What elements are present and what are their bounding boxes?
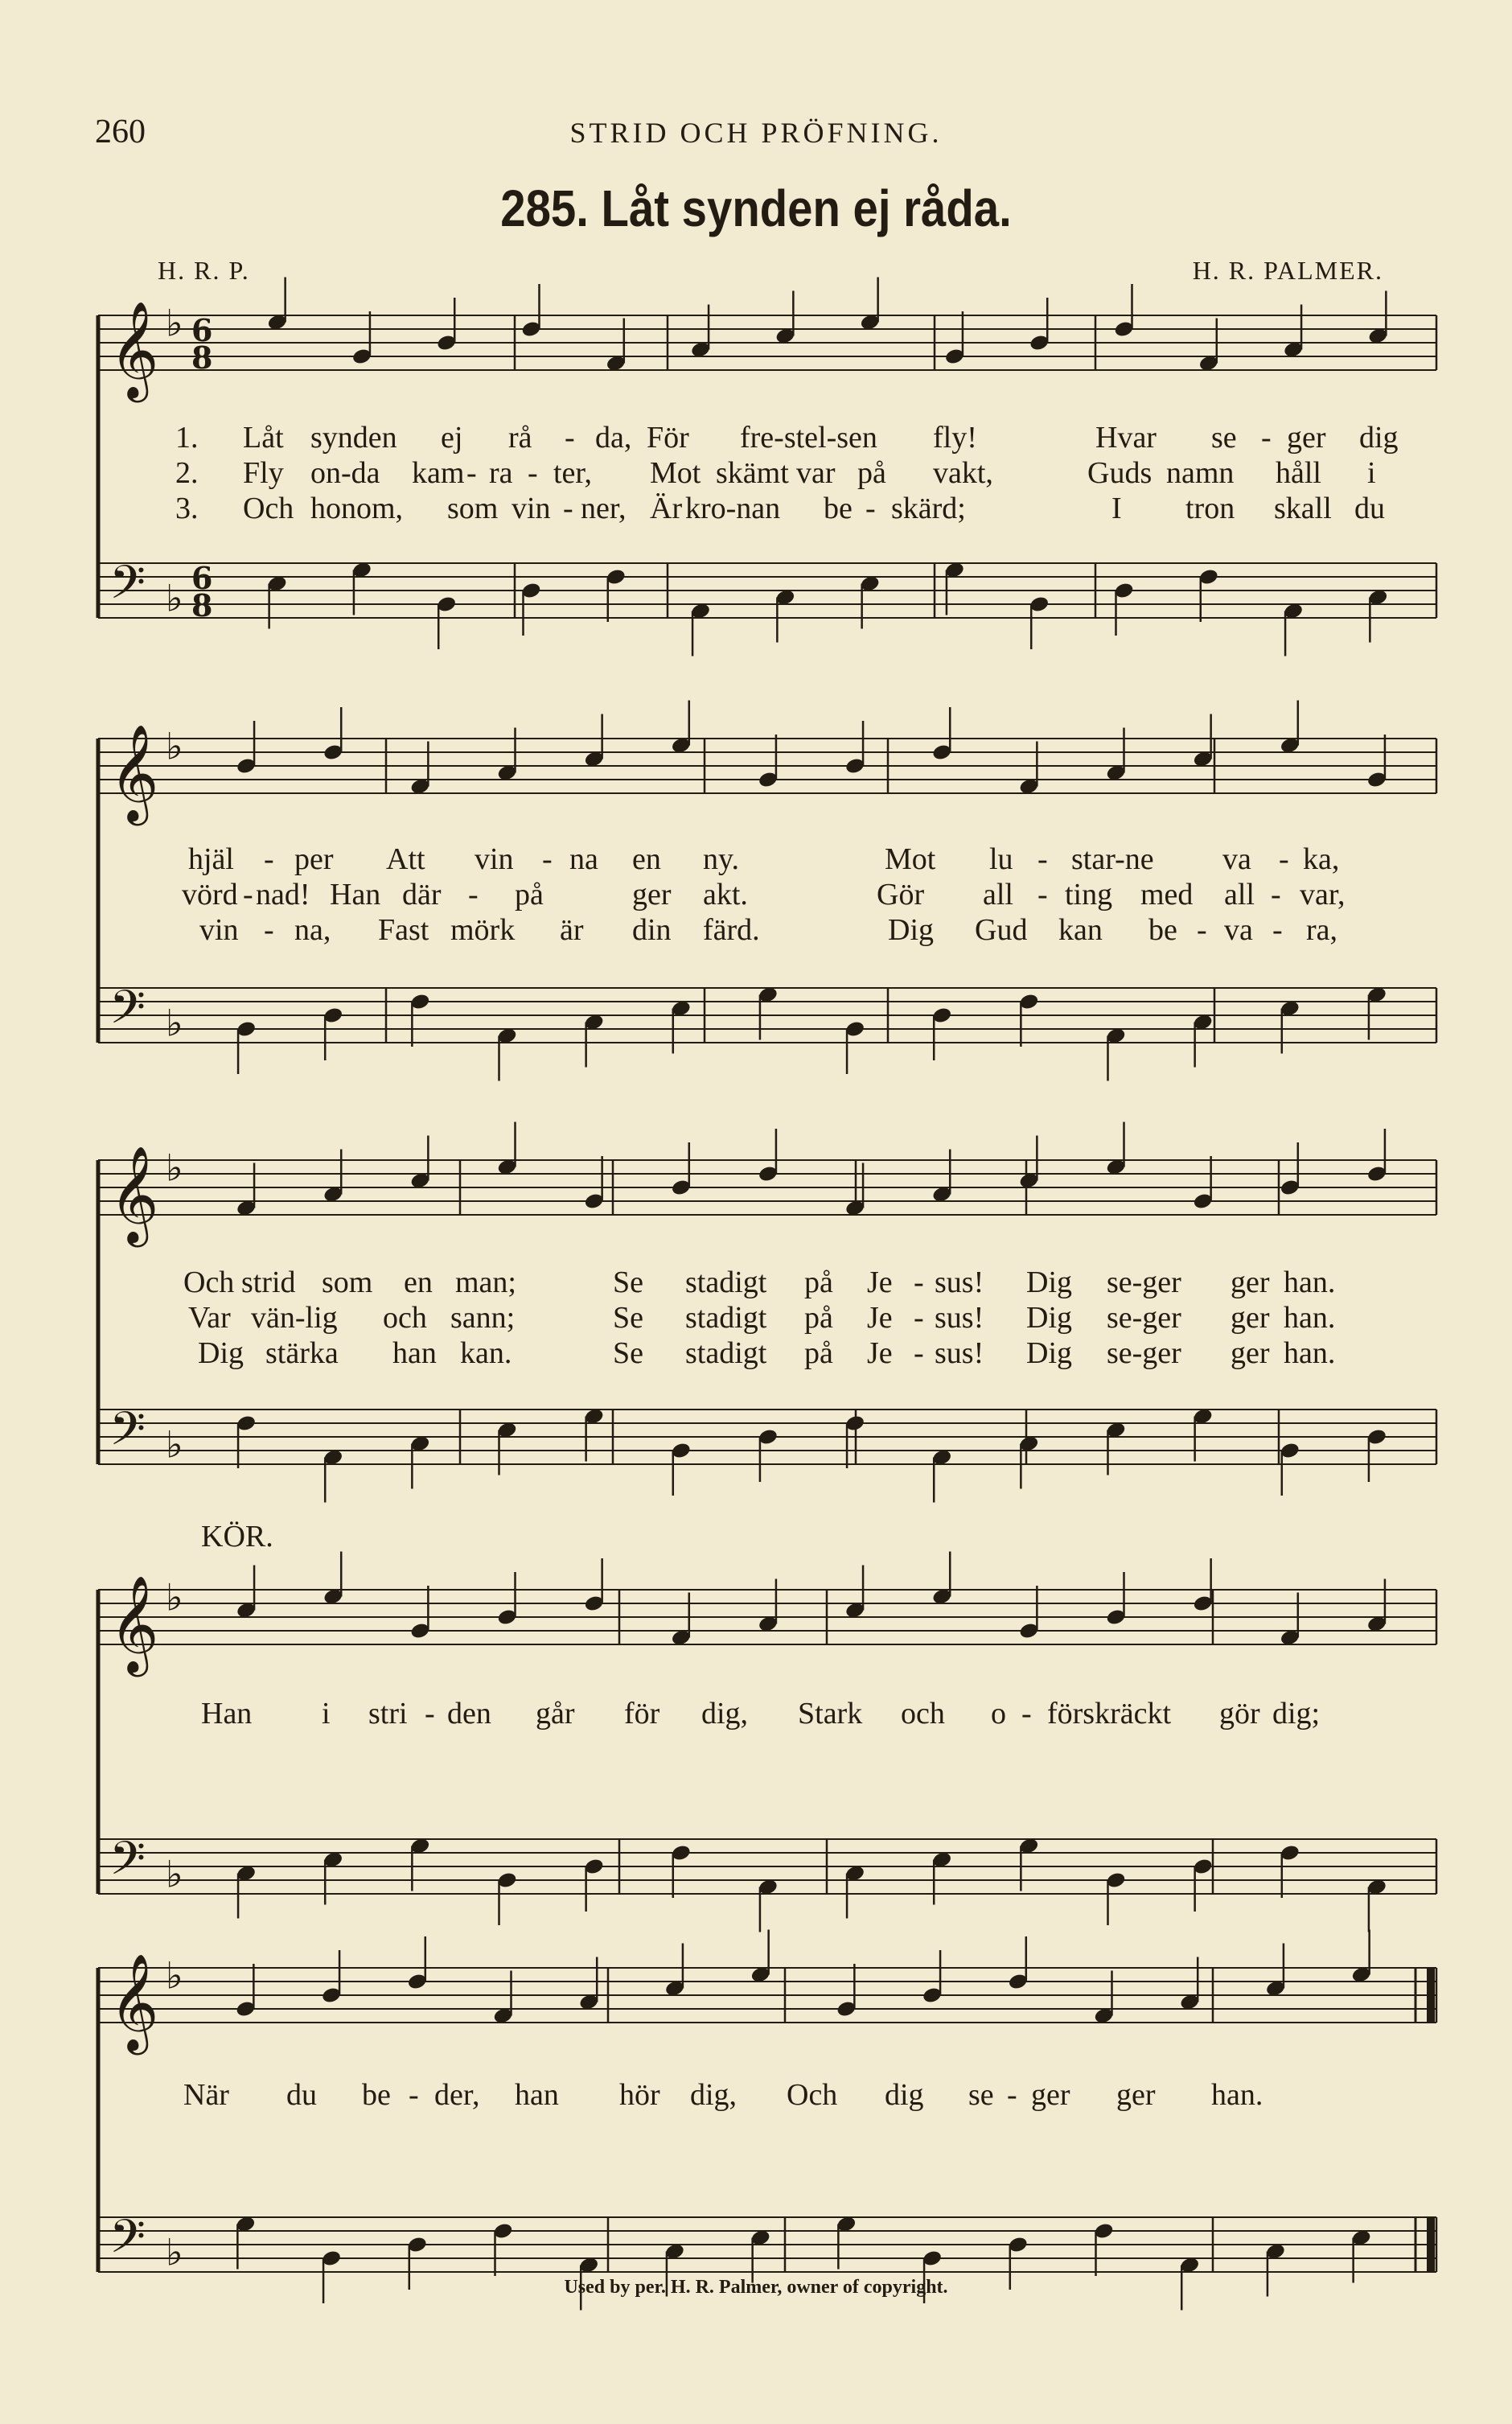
syllable: gör xyxy=(1219,1697,1260,1731)
syllable: all xyxy=(983,878,1013,912)
final-barline xyxy=(1427,2217,1435,2272)
syllable: är xyxy=(560,913,584,947)
syllable: vin xyxy=(199,913,239,947)
syllable: sus! xyxy=(935,1336,984,1370)
syllable: en xyxy=(632,842,661,876)
syllable: går xyxy=(536,1697,575,1731)
syllable: - xyxy=(1197,913,1207,947)
syllable: man; xyxy=(455,1266,516,1299)
lyric-line xyxy=(0,420,1512,455)
syllable: mörk xyxy=(450,913,516,947)
syllable: - xyxy=(542,842,553,876)
syllable: o xyxy=(991,1697,1006,1731)
treble-clef: 𝄞 xyxy=(109,1574,159,1673)
bass-clef: 𝄢 xyxy=(109,1401,146,1467)
syllable: vin xyxy=(512,492,551,525)
syllable: dig; xyxy=(1272,1697,1321,1731)
lyric-line xyxy=(0,2077,1512,2113)
syllable: der, xyxy=(434,2078,480,2112)
syllable: Dig xyxy=(1026,1266,1072,1299)
syllable: Je xyxy=(867,1301,893,1335)
syllable: din xyxy=(632,913,672,947)
syllable: han. xyxy=(1284,1266,1336,1299)
verse-number: 2. xyxy=(175,456,199,490)
treble-clef: 𝄞 xyxy=(109,300,159,398)
treble-clef: 𝄞 xyxy=(109,1953,159,2051)
syllable: akt. xyxy=(703,878,748,912)
syllable: stadigt xyxy=(685,1266,767,1299)
syllable: per xyxy=(294,842,334,876)
syllable: kro-nan xyxy=(685,492,781,525)
author-words: H. R. P. xyxy=(158,256,250,285)
syllable: - xyxy=(528,456,538,490)
syllable: se xyxy=(1211,421,1237,455)
lyric-line xyxy=(0,912,1512,948)
time-signature-bottom: 8 xyxy=(191,340,213,376)
syllable: Stark xyxy=(798,1697,863,1731)
syllable: ger xyxy=(1031,2078,1070,2112)
key-flat: ♭ xyxy=(166,1953,183,1998)
hymn-title: 285. Låt synden ej råda. xyxy=(500,179,1012,237)
time-signature-top: 6 xyxy=(191,560,213,596)
running-head: STRID OCH PRÖFNING. xyxy=(569,117,943,149)
key-flat: ♭ xyxy=(166,1001,183,1045)
syllable: Och xyxy=(787,2078,838,2112)
key-flat: ♭ xyxy=(166,2230,183,2274)
syllable: där xyxy=(402,878,442,912)
syllable: Gör xyxy=(877,878,925,912)
syllable: förskräckt xyxy=(1047,1697,1172,1731)
syllable: Var xyxy=(188,1301,231,1335)
syllable: stadigt xyxy=(685,1301,767,1335)
treble-clef: 𝄞 xyxy=(109,723,159,821)
syllable: lu xyxy=(989,842,1013,876)
syllable: För xyxy=(647,421,689,455)
syllable: namn xyxy=(1166,456,1235,490)
syllable: på xyxy=(515,878,544,912)
syllable: han. xyxy=(1211,2078,1263,2112)
syllable: dig xyxy=(1359,421,1399,455)
author-music: H. R. PALMER. xyxy=(1192,256,1383,285)
syllable: Är xyxy=(650,492,683,525)
syllable: on-da xyxy=(310,456,380,490)
syllable: kan. xyxy=(460,1336,512,1370)
syllable: var, xyxy=(1300,878,1346,912)
syllable: vin xyxy=(475,842,514,876)
syllable: Låt xyxy=(243,421,284,455)
syllable: - xyxy=(409,2078,419,2112)
syllable: se xyxy=(968,2078,994,2112)
syllable: Fast xyxy=(378,913,429,947)
syllable: skämt xyxy=(716,456,789,490)
lyric-line xyxy=(0,1696,1512,1731)
syllable: på xyxy=(804,1301,833,1335)
syllable: - xyxy=(264,913,274,947)
syllable: Se xyxy=(613,1336,643,1370)
syllable: - xyxy=(1271,878,1281,912)
syllable: ger xyxy=(632,878,672,912)
syllable: I xyxy=(1111,492,1122,525)
syllable: ger xyxy=(1231,1336,1270,1370)
lyric-line xyxy=(0,491,1512,526)
syllable: vörd xyxy=(182,878,238,912)
syllable: stadigt xyxy=(685,1336,767,1370)
syllable: ger xyxy=(1287,421,1326,455)
syllable: rå xyxy=(508,421,532,455)
key-flat: ♭ xyxy=(166,1575,183,1619)
syllable: Hvar xyxy=(1095,421,1157,455)
syllable: ej xyxy=(441,421,463,455)
syllable: Dig xyxy=(1026,1336,1072,1370)
syllable: Guds xyxy=(1087,456,1152,490)
syllable: ter, xyxy=(553,456,593,490)
syllable: va xyxy=(1224,913,1253,947)
syllable: - xyxy=(466,456,477,490)
syllable: hjäl xyxy=(188,842,234,876)
syllable: Han xyxy=(201,1697,253,1731)
syllable: ra, xyxy=(1306,913,1338,947)
syllable: sann; xyxy=(450,1301,516,1335)
page-number: 260 xyxy=(95,113,146,150)
syllable: - xyxy=(1272,913,1283,947)
time-signature-bottom: 8 xyxy=(191,587,213,623)
syllable: dig xyxy=(885,2078,924,2112)
syllable: Je xyxy=(867,1266,893,1299)
syllable: - xyxy=(1037,842,1048,876)
final-barline xyxy=(1427,1968,1435,2023)
syllable: den xyxy=(447,1697,491,1731)
syllable: Dig xyxy=(1026,1301,1072,1335)
syllable: på xyxy=(804,1336,833,1370)
syllable: som xyxy=(322,1266,373,1299)
syllable: sus! xyxy=(935,1301,984,1335)
syllable: i xyxy=(322,1697,331,1731)
syllable: som xyxy=(447,492,499,525)
syllable: färd. xyxy=(703,913,760,947)
bass-clef: 𝄢 xyxy=(109,980,146,1046)
syllable: och xyxy=(383,1301,427,1335)
key-flat: ♭ xyxy=(166,1422,183,1467)
syllable: stärka xyxy=(265,1336,339,1370)
syllable: be xyxy=(1148,913,1177,947)
syllable: se-ger xyxy=(1107,1266,1181,1299)
syllable: ger xyxy=(1231,1301,1270,1335)
lyric-line xyxy=(0,877,1512,912)
syllable: tron xyxy=(1185,492,1235,525)
key-flat: ♭ xyxy=(166,724,183,768)
syllable: - xyxy=(1261,421,1272,455)
time-signature-top: 6 xyxy=(191,312,213,348)
syllable: - xyxy=(468,878,479,912)
syllable: ka, xyxy=(1303,842,1340,876)
syllable: na xyxy=(569,842,598,876)
bass-clef: 𝄢 xyxy=(109,2209,146,2275)
syllable: - xyxy=(865,492,876,525)
copyright-notice: Used by per. H. R. Palmer, owner of copyright. xyxy=(564,2277,948,2298)
syllable: - xyxy=(243,878,253,912)
key-flat: ♭ xyxy=(166,1852,183,1896)
syllable: da, xyxy=(595,421,632,455)
syllable: - xyxy=(914,1301,924,1335)
syllable: Och xyxy=(243,492,294,525)
syllable: Mot xyxy=(885,842,936,876)
syllable: - xyxy=(1007,2078,1017,2112)
syllable: du xyxy=(1354,492,1385,525)
lyric-line xyxy=(0,1300,1512,1335)
syllable: vän-lig xyxy=(251,1301,338,1335)
syllable: hör xyxy=(619,2078,660,2112)
syllable: skall xyxy=(1274,492,1332,525)
syllable: na, xyxy=(294,913,331,947)
syllable: När xyxy=(183,2078,229,2112)
syllable: sus! xyxy=(935,1266,984,1299)
syllable: Se xyxy=(613,1301,643,1335)
syllable: ny. xyxy=(703,842,740,876)
syllable: på xyxy=(857,456,886,490)
syllable: fly! xyxy=(933,421,977,455)
syllable: ger xyxy=(1116,2078,1156,2112)
key-flat: ♭ xyxy=(166,1146,183,1190)
syllable: kan xyxy=(1058,913,1103,947)
syllable: synden xyxy=(310,421,397,455)
syllable: Och xyxy=(183,1266,235,1299)
syllable: nad! xyxy=(256,878,310,912)
syllable: han. xyxy=(1284,1301,1336,1335)
syllable: i xyxy=(1367,456,1376,490)
syllable: Je xyxy=(867,1336,893,1370)
syllable: fre-stel-sen xyxy=(740,421,877,455)
chorus-label: KÖR. xyxy=(201,1520,273,1554)
syllable: dig, xyxy=(690,2078,738,2112)
syllable: honom, xyxy=(310,492,404,525)
lyric-line xyxy=(0,1335,1512,1371)
syllable: på xyxy=(804,1266,833,1299)
syllable: ner, xyxy=(581,492,627,525)
syllable: Dig xyxy=(198,1336,244,1370)
syllable: Se xyxy=(613,1266,643,1299)
bass-clef: 𝄢 xyxy=(109,555,146,621)
syllable: med xyxy=(1140,878,1194,912)
lyric-line xyxy=(0,1265,1512,1300)
syllable: va xyxy=(1222,842,1251,876)
syllable: han xyxy=(515,2078,559,2112)
syllable: se-ger xyxy=(1107,1336,1181,1370)
syllable: se-ger xyxy=(1107,1301,1181,1335)
syllable: skärd; xyxy=(891,492,966,525)
syllable: Fly xyxy=(243,456,284,490)
bass-clef: 𝄢 xyxy=(109,1831,146,1897)
key-flat: ♭ xyxy=(166,576,183,620)
syllable: Dig xyxy=(888,913,934,947)
syllable: Han xyxy=(330,878,381,912)
syllable: kam xyxy=(412,456,465,490)
syllable: han. xyxy=(1284,1336,1336,1370)
syllable: han xyxy=(392,1336,437,1370)
syllable: - xyxy=(563,492,573,525)
syllable: och xyxy=(901,1697,945,1731)
syllable: stri xyxy=(368,1697,408,1731)
syllable: vakt, xyxy=(933,456,993,490)
syllable: en xyxy=(404,1266,433,1299)
syllable: - xyxy=(914,1266,924,1299)
syllable: be xyxy=(362,2078,391,2112)
syllable: håll xyxy=(1276,456,1321,490)
syllable: all xyxy=(1224,878,1255,912)
lyric-line xyxy=(0,455,1512,491)
syllable: ger xyxy=(1231,1266,1270,1299)
syllable: du xyxy=(286,2078,317,2112)
verse-number: 1. xyxy=(175,421,199,455)
key-flat: ♭ xyxy=(166,301,183,345)
syllable: - xyxy=(1021,1697,1032,1731)
syllable: strid xyxy=(241,1266,296,1299)
verse-number: 3. xyxy=(175,492,199,525)
syllable: Att xyxy=(386,842,425,876)
syllable: - xyxy=(1279,842,1289,876)
syllable: - xyxy=(1037,878,1048,912)
lyric-line xyxy=(0,842,1512,877)
syllable: ting xyxy=(1065,878,1113,912)
syllable: - xyxy=(914,1336,924,1370)
syllable: be xyxy=(824,492,853,525)
syllable: - xyxy=(425,1697,435,1731)
syllable: dig, xyxy=(701,1697,749,1731)
syllable: Mot xyxy=(650,456,701,490)
treble-clef: 𝄞 xyxy=(109,1145,159,1243)
syllable: för xyxy=(624,1697,660,1731)
syllable: Gud xyxy=(975,913,1028,947)
syllable: ra xyxy=(489,456,513,490)
syllable: var xyxy=(796,456,836,490)
syllable: - xyxy=(565,421,575,455)
syllable: star-ne xyxy=(1071,842,1154,876)
syllable: - xyxy=(264,842,274,876)
